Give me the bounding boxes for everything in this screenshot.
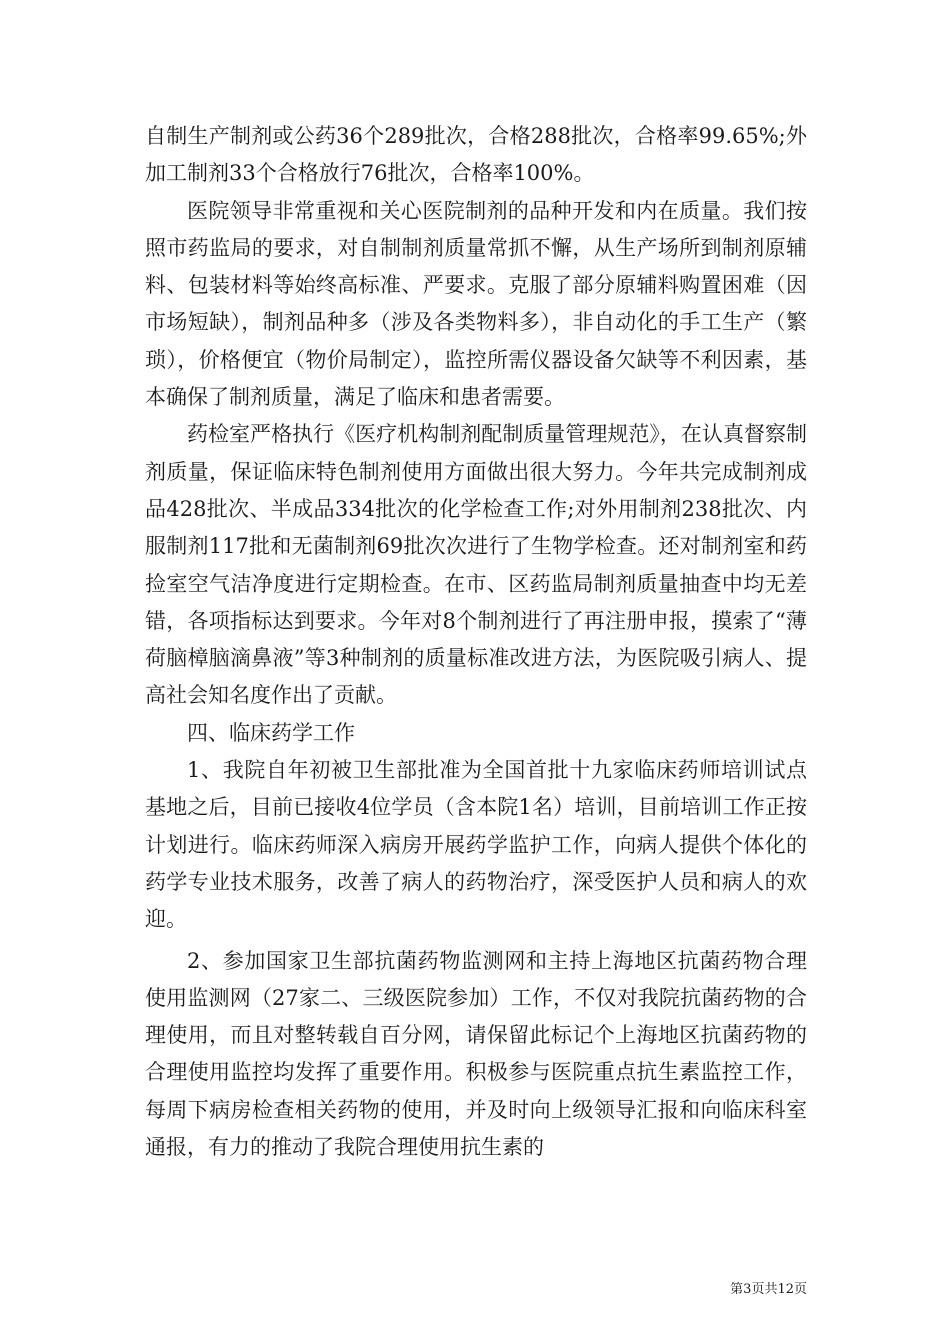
paragraph-item-1: 1、我院自年初被卫生部批准为全国首批十九家临床药师培训试点基地之后，目前已接收4位学员（含本院1名）培训，目前培训工作正按计划进行。临床药师深入病房开展药学监护工作，向病人提供个体化的药学专业技术服务，改善了病人的药物治疗，深受医护人员和病人的欢迎。 bbox=[145, 758, 807, 932]
paragraph-leadership: 医院领导非常重视和关心医院制剂的品种开发和内在质量。我们按照市药监局的要求，对自制制剂质量常抓不懈，从生产场所到制剂原辅料、包装材料等始终高标准、严要求。克服了部分原辅料购置困难（因市场短缺），制剂品种多（涉及各类物料多），非自动化的手工生产（繁琐），价格便宜（物价局制定），监控所需仪器设备欠缺等不利因素，基本确保了制剂质量，满足了临床和患者需要。 bbox=[145, 198, 807, 410]
page-number-footer: 第3页共12页 bbox=[730, 1282, 807, 1297]
document-body bbox=[145, 118, 807, 1166]
paragraph-item-2: 2、参加国家卫生部抗菌药物监测网和主持上海地区抗菌药物合理使用监测网（27家二、三级医院参加）工作，不仅对我院抗菌药物的合理使用，而且对整转载自百分网，请保留此标记个上海地区抗菌药物的合理使用监控均发挥了重要作用。积极参与医院重点抗生素监控工作，每周下病房检查相关药物的使用，并及时向上级领导汇报和向临床科室通报，有力的推动了我院合理使用抗生素的 bbox=[145, 948, 807, 1160]
paragraph-lab-inspection: 药检室严格执行《医疗机构制剂配制质量管理规范》，在认真督察制剂质量，保证临床特色制剂使用方面做出很大努力。今年共完成制剂成品428批次、半成品334批次的化学检查工作;对外用制剂238批次、内服制剂117批和无菌制剂69批次次进行了生物学检查。还对制剂室和药捡室空气洁净度进行定期检查。在市、区药监局制剂质量抽查中均无差错，各项指标达到要求。今年对8个制剂进行了再注册申报，摸索了“薄荷脑樟脑滴鼻液”等3种制剂的质量标准改进方法，为医院吸引病人、提高社会知名度作出了贡献。 bbox=[145, 422, 807, 708]
paragraph-continuation: 自制生产制剂或公药36个289批次，合格288批次，合格率99.65%;外加工制剂33个合格放行76批次，合格率100%。 bbox=[145, 124, 807, 186]
section-heading-clinical-pharmacy: 四、临床药学工作 bbox=[187, 720, 355, 745]
